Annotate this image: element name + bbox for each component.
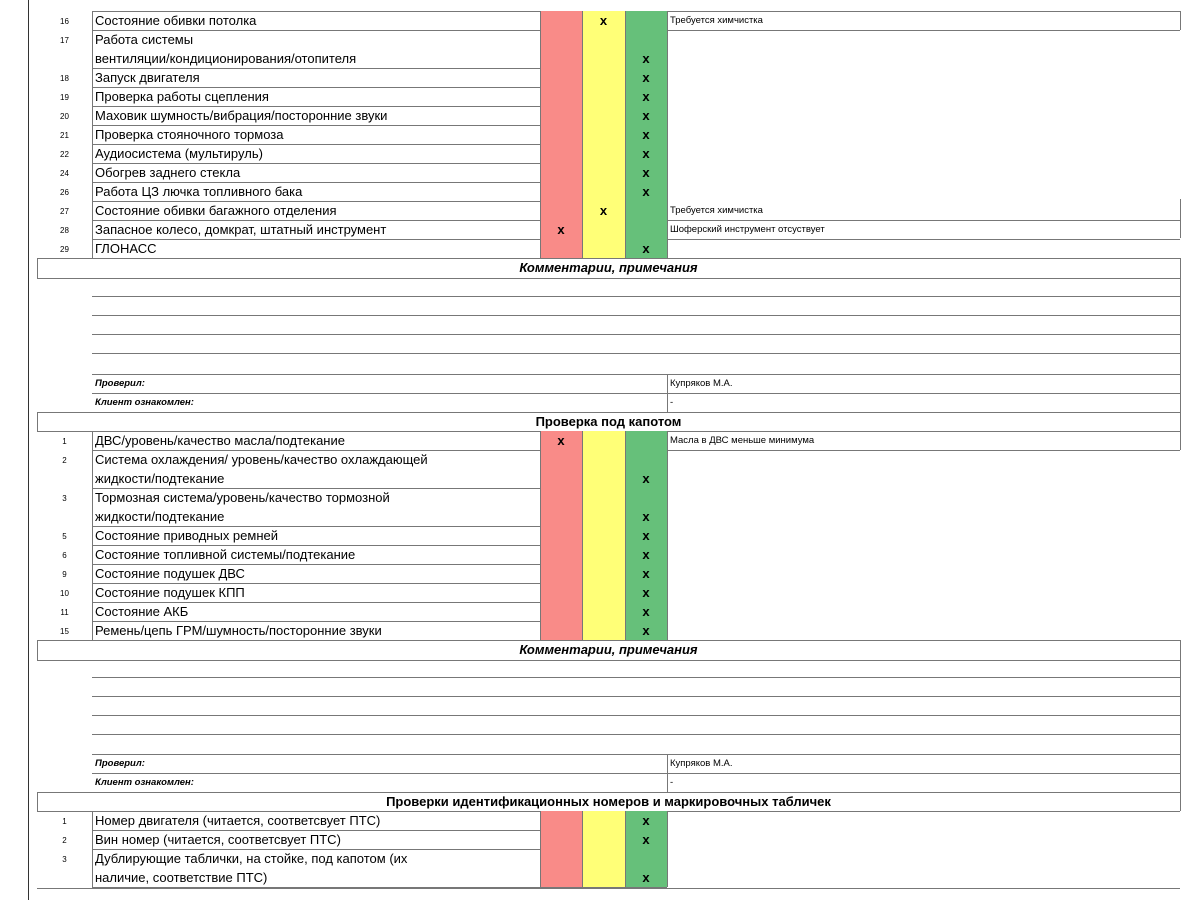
rating-cell-yellow	[582, 87, 625, 106]
row-number: 19	[60, 93, 69, 102]
rating-cell-red	[540, 450, 582, 488]
grid-line-v	[667, 754, 668, 792]
rating-cell-red	[540, 144, 582, 163]
check-item-name	[92, 488, 540, 526]
check-item-name-line: Проверка стояночного тормоза	[95, 127, 284, 142]
check-item-name	[92, 450, 540, 488]
row-number: 16	[60, 17, 69, 26]
grid-line-h	[667, 30, 1180, 31]
check-mark-green: x	[642, 604, 650, 619]
comments-title: Комментарии, примечания	[519, 642, 698, 657]
check-item-name-line: Состояние подушек ДВС	[95, 566, 245, 581]
check-item-name	[92, 201, 540, 220]
rating-cell-green	[625, 201, 667, 220]
grid-line-h	[667, 450, 1180, 451]
check-item-name-line: Номер двигателя (читается, соответсвует ПТС)	[95, 813, 381, 828]
rating-cell-yellow	[582, 163, 625, 182]
grid-line-h	[667, 239, 1180, 240]
grid-line-v	[625, 11, 626, 258]
row-number: 24	[60, 169, 69, 178]
grid-line-v	[667, 431, 668, 640]
rating-cell-yellow	[582, 526, 625, 545]
client-acknowledged-label: Клиент ознакомлен:	[95, 397, 194, 408]
row-number: 3	[62, 855, 67, 864]
grid-line-h	[92, 374, 1180, 375]
rating-cell-yellow	[582, 564, 625, 583]
check-item-name-line: Обогрев заднего стекла	[95, 165, 241, 180]
check-item-name	[92, 11, 540, 30]
rating-cell-yellow	[582, 830, 625, 849]
rating-cell-yellow	[582, 431, 625, 450]
check-item-name-line: наличие, соответствие ПТС)	[95, 870, 268, 885]
item-note: Масла в ДВС меньше минимума	[670, 435, 815, 446]
grid-line-v	[1180, 278, 1181, 374]
check-item-name-line: Тормозная система/уровень/качество тормозной	[95, 490, 390, 505]
check-item-name-line: Работа ЦЗ лючка топливного бака	[95, 184, 303, 199]
grid-line-h	[92, 334, 1180, 335]
check-item-name	[92, 68, 540, 87]
grid-line-v	[667, 11, 668, 258]
grid-line-v	[1180, 658, 1181, 754]
row-number: 28	[60, 226, 69, 235]
check-item-name-line: Работа системы	[95, 32, 194, 47]
check-mark-green: x	[642, 70, 650, 85]
rating-cell-yellow	[582, 488, 625, 526]
row-number: 1	[62, 817, 67, 826]
grid-line-v	[92, 431, 93, 640]
checked-by-value: Купряков М.А.	[670, 378, 733, 389]
check-item-name-line: Состояние подушек КПП	[95, 585, 245, 600]
grid-line-v	[625, 431, 626, 640]
rating-cell-green	[625, 431, 667, 450]
check-item-name	[92, 182, 540, 201]
rating-cell-red	[540, 545, 582, 564]
item-note: Требуется химчистка	[670, 15, 763, 26]
grid-line-v	[540, 431, 541, 640]
grid-line-v	[1180, 431, 1181, 450]
grid-line-h	[37, 278, 1180, 279]
row-number: 20	[60, 112, 69, 121]
rating-cell-red	[540, 830, 582, 849]
check-item-name-line: Ремень/цепь ГРМ/шумность/посторонние звуки	[95, 623, 382, 638]
row-number: 26	[60, 188, 69, 197]
check-item-name-line: Вин номер (читается, соответсвует ПТС)	[95, 832, 341, 847]
check-item-name-line: Состояние приводных ремней	[95, 528, 279, 543]
check-item-name-line: Состояние обивки багажного отделения	[95, 203, 337, 218]
check-item-name-line: Запасное колесо, домкрат, штатный инструмент	[95, 222, 387, 237]
rating-cell-yellow	[582, 545, 625, 564]
rating-cell-yellow	[582, 583, 625, 602]
check-item-name-line: Дублирующие таблички, на стойке, под капотом (их	[95, 851, 408, 866]
rating-cell-yellow	[582, 239, 625, 258]
grid-line-h	[37, 258, 1180, 259]
rating-cell-red	[540, 106, 582, 125]
rating-cell-red	[540, 488, 582, 526]
grid-line-v	[582, 11, 583, 258]
check-item-name-line: Запуск двигателя	[95, 70, 200, 85]
check-mark-green: x	[642, 832, 650, 847]
check-mark-yellow: x	[599, 13, 608, 28]
grid-line-h	[37, 640, 1180, 641]
grid-line-v	[92, 811, 93, 887]
row-number: 18	[60, 74, 69, 83]
check-item-name	[92, 431, 540, 450]
check-item-name-line: Проверка работы сцепления	[95, 89, 269, 104]
grid-line-v	[1180, 754, 1181, 792]
grid-line-h	[92, 677, 1180, 678]
check-item-name-line: жидкости/подтекание	[95, 471, 225, 486]
rating-cell-red	[540, 11, 582, 30]
grid-line-h	[92, 353, 1180, 354]
item-note: Шоферский инструмент отсуствует	[670, 224, 825, 235]
grid-line-v	[667, 374, 668, 412]
check-item-name	[92, 239, 540, 258]
grid-line-v	[540, 11, 541, 258]
row-number: 17	[60, 36, 69, 45]
checked-by-label: Проверил:	[95, 378, 145, 389]
grid-line-v	[540, 811, 541, 887]
row-number: 15	[60, 627, 69, 636]
check-item-name-line: Состояние топливной системы/подтекание	[95, 547, 356, 562]
grid-line-v	[37, 640, 38, 660]
check-item-name	[92, 30, 540, 68]
grid-line-h	[92, 754, 1180, 755]
check-item-name	[92, 526, 540, 545]
rating-cell-yellow	[582, 106, 625, 125]
check-item-name-line: Состояние обивки потолка	[95, 13, 257, 28]
check-mark-green: x	[642, 127, 650, 142]
row-number: 5	[62, 532, 67, 541]
rating-cell-yellow	[582, 182, 625, 201]
row-number: 2	[62, 836, 67, 845]
rating-cell-red	[540, 564, 582, 583]
grid-line-v	[625, 811, 626, 887]
row-number: 2	[62, 456, 67, 465]
check-item-name	[92, 163, 540, 182]
comments-title: Комментарии, примечания	[519, 260, 698, 275]
rating-cell-red	[540, 30, 582, 68]
check-mark-green: x	[642, 165, 650, 180]
check-mark-green: x	[642, 585, 650, 600]
rating-cell-red	[540, 201, 582, 220]
row-number: 27	[60, 207, 69, 216]
grid-line-v	[1180, 792, 1181, 811]
row-number: 10	[60, 589, 69, 598]
grid-line-v	[667, 811, 668, 887]
row-number: 6	[62, 551, 67, 560]
rating-cell-yellow	[582, 30, 625, 68]
rating-cell-red	[540, 526, 582, 545]
grid-line-v	[28, 0, 29, 900]
check-mark-green: x	[642, 566, 650, 581]
check-item-name	[92, 602, 540, 621]
grid-line-v	[37, 258, 38, 278]
check-item-name-line: ГЛОНАСС	[95, 241, 157, 256]
grid-line-v	[1180, 199, 1181, 238]
check-item-name	[92, 144, 540, 163]
check-mark-red: x	[557, 222, 565, 237]
check-item-name	[92, 849, 540, 887]
grid-line-v	[582, 431, 583, 640]
checked-by-label: Проверил:	[95, 758, 145, 769]
check-mark-red: x	[557, 433, 565, 448]
rating-cell-green	[625, 220, 667, 239]
check-item-name-line: Маховик шумность/вибрация/посторонние звуки	[95, 108, 388, 123]
grid-line-h	[92, 773, 1180, 774]
grid-line-v	[1180, 11, 1181, 30]
row-number: 1	[62, 437, 67, 446]
check-item-name	[92, 87, 540, 106]
rating-cell-yellow	[582, 450, 625, 488]
rating-cell-red	[540, 125, 582, 144]
check-mark-green: x	[642, 547, 650, 562]
rating-cell-yellow	[582, 144, 625, 163]
rating-cell-red	[540, 182, 582, 201]
rating-cell-yellow	[582, 849, 625, 887]
check-item-name-line: вентиляции/кондиционирования/отопителя	[95, 51, 357, 66]
rating-cell-green	[625, 11, 667, 30]
row-number: 11	[60, 608, 69, 617]
rating-cell-red	[540, 239, 582, 258]
grid-line-v	[37, 412, 38, 431]
check-mark-green: x	[642, 528, 650, 543]
check-mark-green: x	[642, 108, 650, 123]
item-note: Требуется химчистка	[670, 205, 763, 216]
rating-cell-red	[540, 602, 582, 621]
client-acknowledged-value: -	[670, 397, 674, 408]
check-item-name-line: Состояние АКБ	[95, 604, 189, 619]
grid-line-v	[1180, 640, 1181, 660]
grid-line-h	[37, 888, 1180, 889]
grid-line-v	[92, 11, 93, 258]
check-item-name	[92, 220, 540, 239]
checked-by-value: Купряков М.А.	[670, 758, 733, 769]
check-mark-green: x	[642, 184, 650, 199]
check-mark-green: x	[642, 813, 650, 828]
rating-cell-red	[540, 621, 582, 640]
rating-cell-red	[540, 68, 582, 87]
rating-cell-yellow	[582, 68, 625, 87]
check-item-name	[92, 811, 540, 830]
check-mark-green: x	[642, 509, 650, 524]
section-title-under-hood: Проверка под капотом	[535, 414, 682, 429]
check-item-name	[92, 621, 540, 640]
check-item-name	[92, 830, 540, 849]
grid-line-h	[92, 315, 1180, 316]
check-mark-green: x	[642, 623, 650, 638]
check-mark-green: x	[642, 89, 650, 104]
grid-line-h	[92, 715, 1180, 716]
check-mark-green: x	[642, 870, 650, 885]
check-item-name	[92, 106, 540, 125]
rating-cell-yellow	[582, 220, 625, 239]
grid-line-h	[92, 734, 1180, 735]
rating-cell-red	[540, 811, 582, 830]
grid-line-v	[1180, 374, 1181, 412]
check-item-name-line: Аудиосистема (мультируль)	[95, 146, 263, 161]
check-item-name	[92, 545, 540, 564]
client-acknowledged-value: -	[670, 777, 674, 788]
check-mark-green: x	[642, 241, 650, 256]
grid-line-h	[92, 296, 1180, 297]
grid-line-h	[92, 696, 1180, 697]
grid-line-h	[92, 393, 1180, 394]
rating-cell-yellow	[582, 811, 625, 830]
check-mark-yellow: x	[599, 203, 608, 218]
grid-line-v	[1180, 258, 1181, 278]
client-acknowledged-label: Клиент ознакомлен:	[95, 777, 194, 788]
row-number: 9	[62, 570, 67, 579]
row-number: 21	[60, 131, 69, 140]
check-item-name	[92, 583, 540, 602]
grid-line-h	[37, 660, 1180, 661]
grid-line-v	[582, 811, 583, 887]
check-item-name	[92, 564, 540, 583]
check-mark-green: x	[642, 51, 650, 66]
row-number: 29	[60, 245, 69, 254]
row-number: 3	[62, 494, 67, 503]
rating-cell-red	[540, 87, 582, 106]
rating-cell-yellow	[582, 621, 625, 640]
rating-cell-yellow	[582, 602, 625, 621]
check-item-name-line: Система охлаждения/ уровень/качество охлаждающей	[95, 452, 428, 467]
check-item-name-line: ДВС/уровень/качество масла/подтекание	[95, 433, 345, 448]
rating-cell-red	[540, 163, 582, 182]
rating-cell-red	[540, 583, 582, 602]
row-number: 22	[60, 150, 69, 159]
grid-line-v	[1180, 412, 1181, 431]
check-mark-green: x	[642, 471, 650, 486]
section-title-identification: Проверки идентификационных номеров и маркировочных табличек	[386, 794, 831, 809]
check-item-name-line: жидкости/подтекание	[95, 509, 225, 524]
rating-cell-red	[540, 849, 582, 887]
check-item-name	[92, 125, 540, 144]
rating-cell-yellow	[582, 125, 625, 144]
grid-line-v	[37, 792, 38, 811]
check-mark-green: x	[642, 146, 650, 161]
